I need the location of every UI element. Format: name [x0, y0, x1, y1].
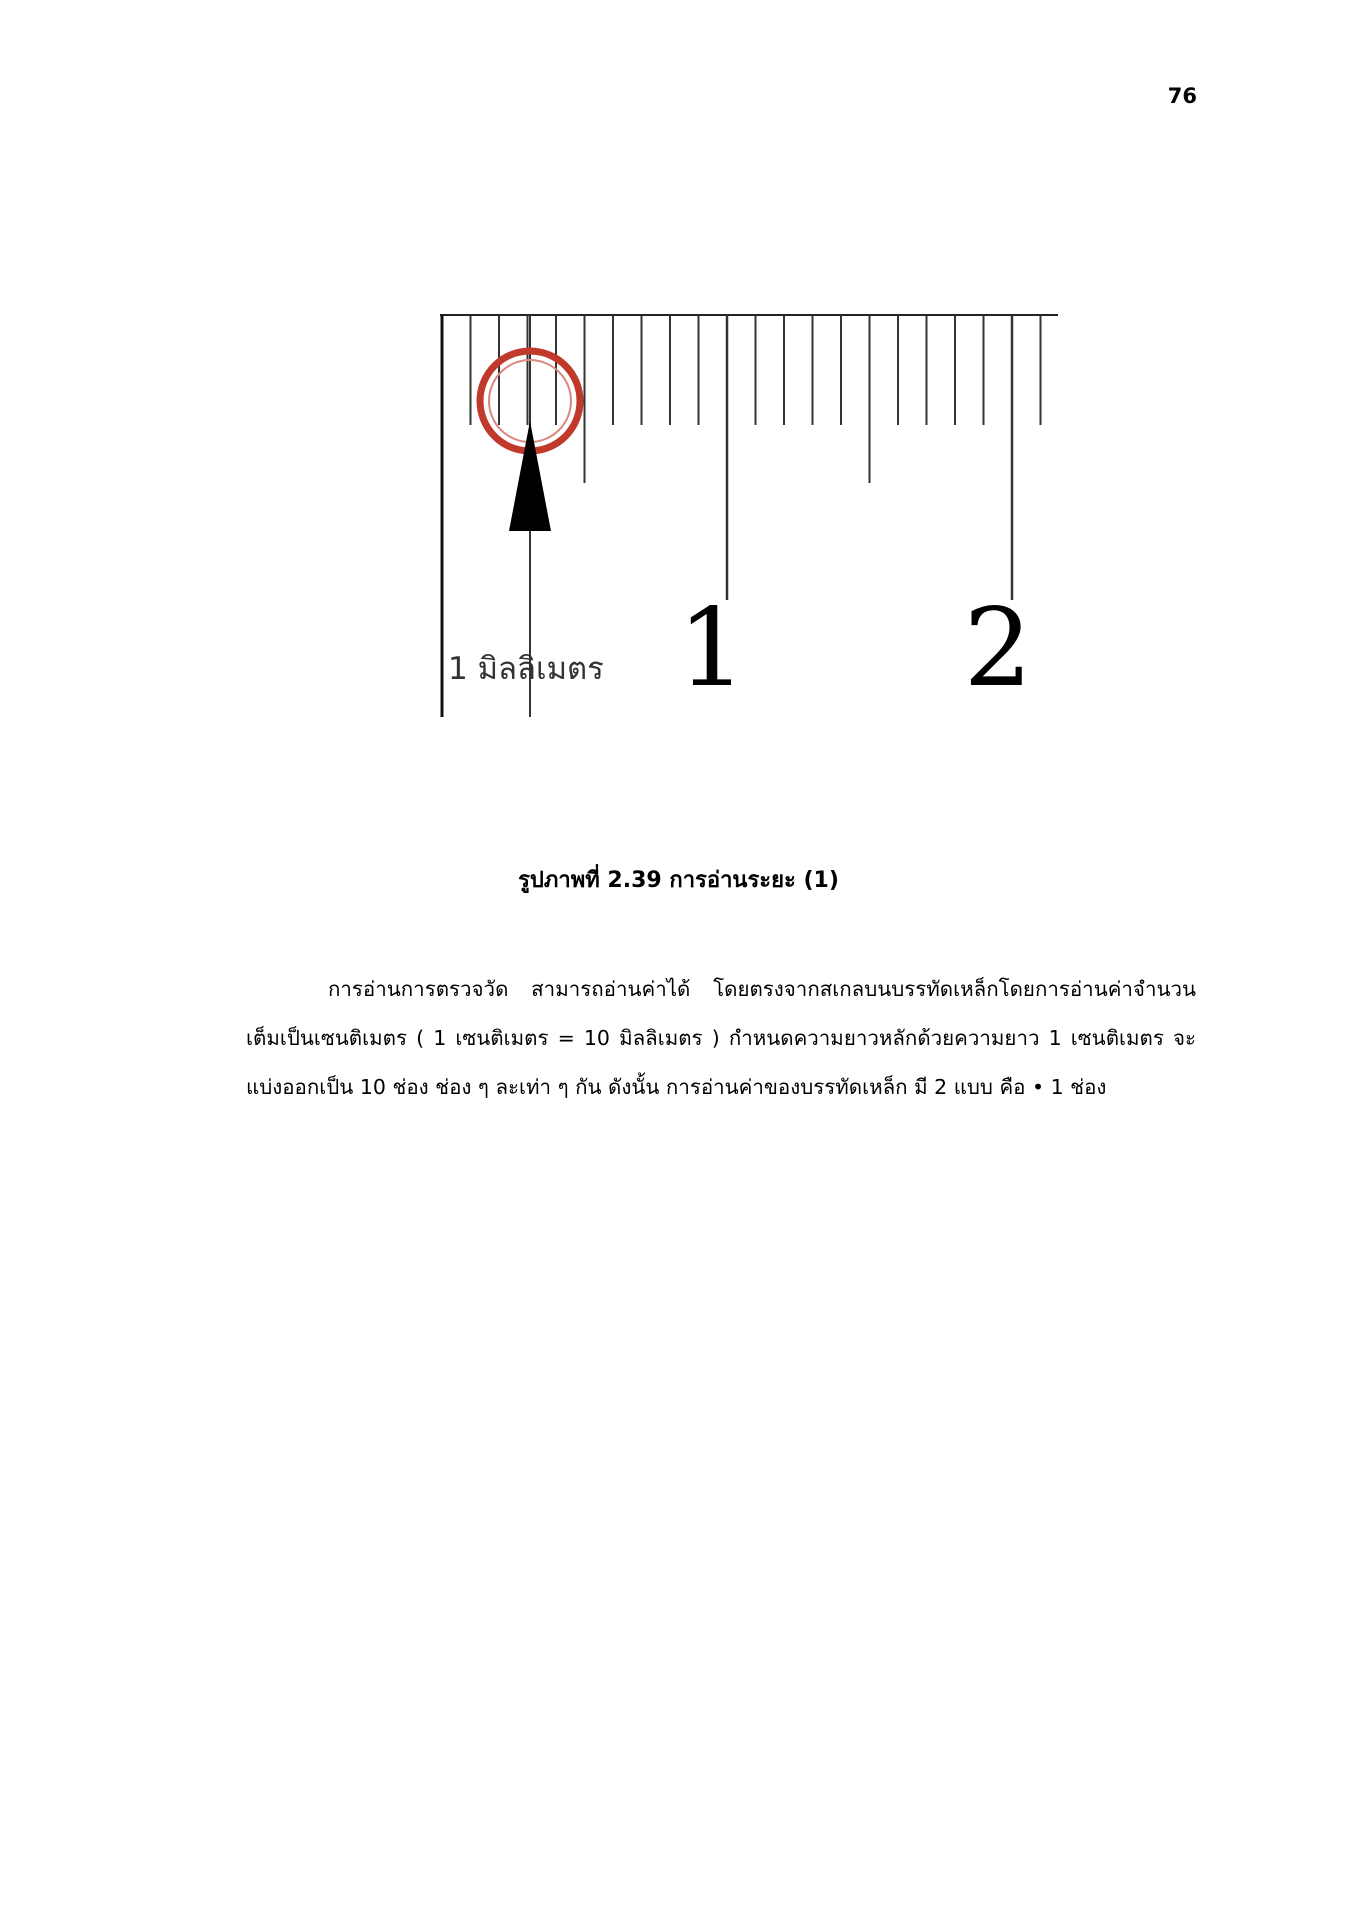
page-number: 76	[1167, 84, 1197, 108]
caption-number: 2.39	[607, 868, 662, 893]
caption-title: การอ่านระยะ (1)	[669, 868, 839, 893]
figure-caption	[0, 862, 1357, 897]
paragraph-text: การอ่านการตรวจวัด สามารถอ่านค่าได้ โดยตรงจากสเกลบนบรรทัดเหล็กโดยการอ่านค่าจำนวน เต็มเป็นเซนติเมตร ( 1 เซนติเมตร = 10 มิลลิเมตร ) กำหนดความยาวหลักด้วยความยาว 1 เซนติเมตร จะ แบ่งออกเป็น 10 ช่อง ช่อง ๆ ละเท่า ๆ กัน ดังนั้น การอ่านค่าของบรรทัดเหล็ก มี 2 แบบ คือ • 1 ช่อง	[246, 977, 1196, 1099]
annotation-label: 1 มิลลิเมตร	[448, 651, 604, 687]
ruler-figure	[430, 305, 1090, 735]
caption-prefix: รูปภาพที่	[518, 868, 600, 893]
body-paragraph	[246, 965, 1196, 1112]
ruler-illustration	[430, 305, 1090, 735]
major-tick-label-2: 2	[963, 586, 1033, 711]
arrow-icon	[509, 421, 551, 531]
major-tick-label-1: 1	[677, 586, 747, 711]
